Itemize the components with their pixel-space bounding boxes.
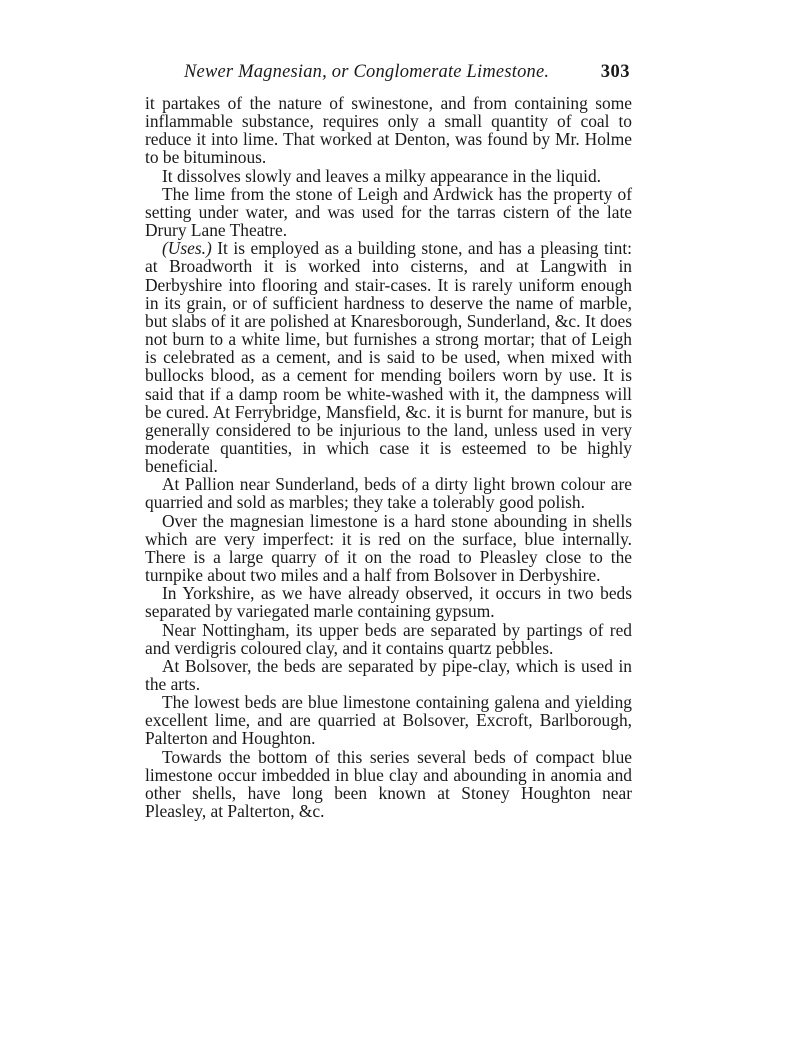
running-title: Newer Magnesian, or Conglomerate Limestone. <box>184 62 550 82</box>
page-number: 303 <box>600 62 630 82</box>
paragraph-3 <box>145 185 632 239</box>
paragraph-7 <box>145 584 632 620</box>
paragraph-6 <box>145 512 632 585</box>
paragraph-text: In Yorkshire, as we have already observed, it occurs in two beds separated by variegated marle containing gypsum. <box>145 583 632 622</box>
paragraph-5 <box>145 475 632 511</box>
paragraph-lead: (Uses.) <box>162 238 212 259</box>
paragraph-9 <box>145 657 632 693</box>
body-text <box>145 94 632 820</box>
paragraph-text: Near Nottingham, its upper beds are separated by partings of red and verdigris coloured clay, and it contains quartz pebbles. <box>145 619 632 658</box>
paragraph-2 <box>145 167 632 185</box>
paragraph-text: The lime from the stone of Leigh and Ardwick has the property of setting under water, and was used for the tarras cistern of the late Drury Lane Theatre. <box>145 183 632 241</box>
paragraph-text: At Pallion near Sunderland, beds of a dirty light brown colour are quarried and sold as marbles; they take a tolerably good polish. <box>145 474 632 513</box>
paragraph-1 <box>145 94 632 167</box>
paragraph-10 <box>145 693 632 747</box>
running-head <box>140 62 640 86</box>
paragraph-text: At Bolsover, the beds are separated by pipe-clay, which is used in the arts. <box>145 655 632 694</box>
paragraph-8 <box>145 621 632 657</box>
paragraph-text: It dissolves slowly and leaves a milky appearance in the liquid. <box>162 165 602 186</box>
paragraph-text: It is employed as a building stone, and has a pleasing tint: at Broadworth it is worked into cisterns, and at Langwith in Derbyshire into flooring and stair-cases. It is rarely uniform enough in its grain, or of sufficient hardness to deserve the name of marble, but slabs of it are polished at Knaresborough, Sunderland, &c. It does not burn to a white lime, but furnishes a strong mortar; that of Leigh is celebrated as a cement, and is said to be used, when mixed with bullocks blood, as a cement for mending boilers worn by use. It is said that if a damp room be white-washed with it, the dampness will be cured. At Ferrybridge, Mansfield, &c. it is burnt for manure, but is generally considered to be injurious to the land, unless used in very moderate quantities, in which case it is esteemed to be highly beneficial. <box>145 238 632 477</box>
paragraph-text: Over the magnesian limestone is a hard stone abounding in shells which are very imperfect: it is red on the surface, blue internally. There is a large quarry of it on the road to Pleasley close to the turnpike about two miles and a half from Bolsover in Derbyshire. <box>145 510 632 586</box>
paragraph-11 <box>145 748 632 821</box>
paragraph-text: Towards the bottom of this series several beds of compact blue limestone occur imbedded in blue clay and abounding in anomia and other shells, have long been known at Stoney Houghton near Pleasley, at Palterton, &c. <box>145 746 632 822</box>
paragraph-text: The lowest beds are blue limestone containing galena and yielding excellent lime, and are quarried at Bolsover, Excroft, Barlborough, Palterton and Houghton. <box>145 692 632 749</box>
paragraph-text: it partakes of the nature of swinestone, and from containing some inflammable substance, requires only a small quantity of coal to reduce it into lime. That worked at Denton, was found by Mr. Holme to be bituminous. <box>145 93 632 168</box>
paragraph-4 <box>145 239 632 475</box>
